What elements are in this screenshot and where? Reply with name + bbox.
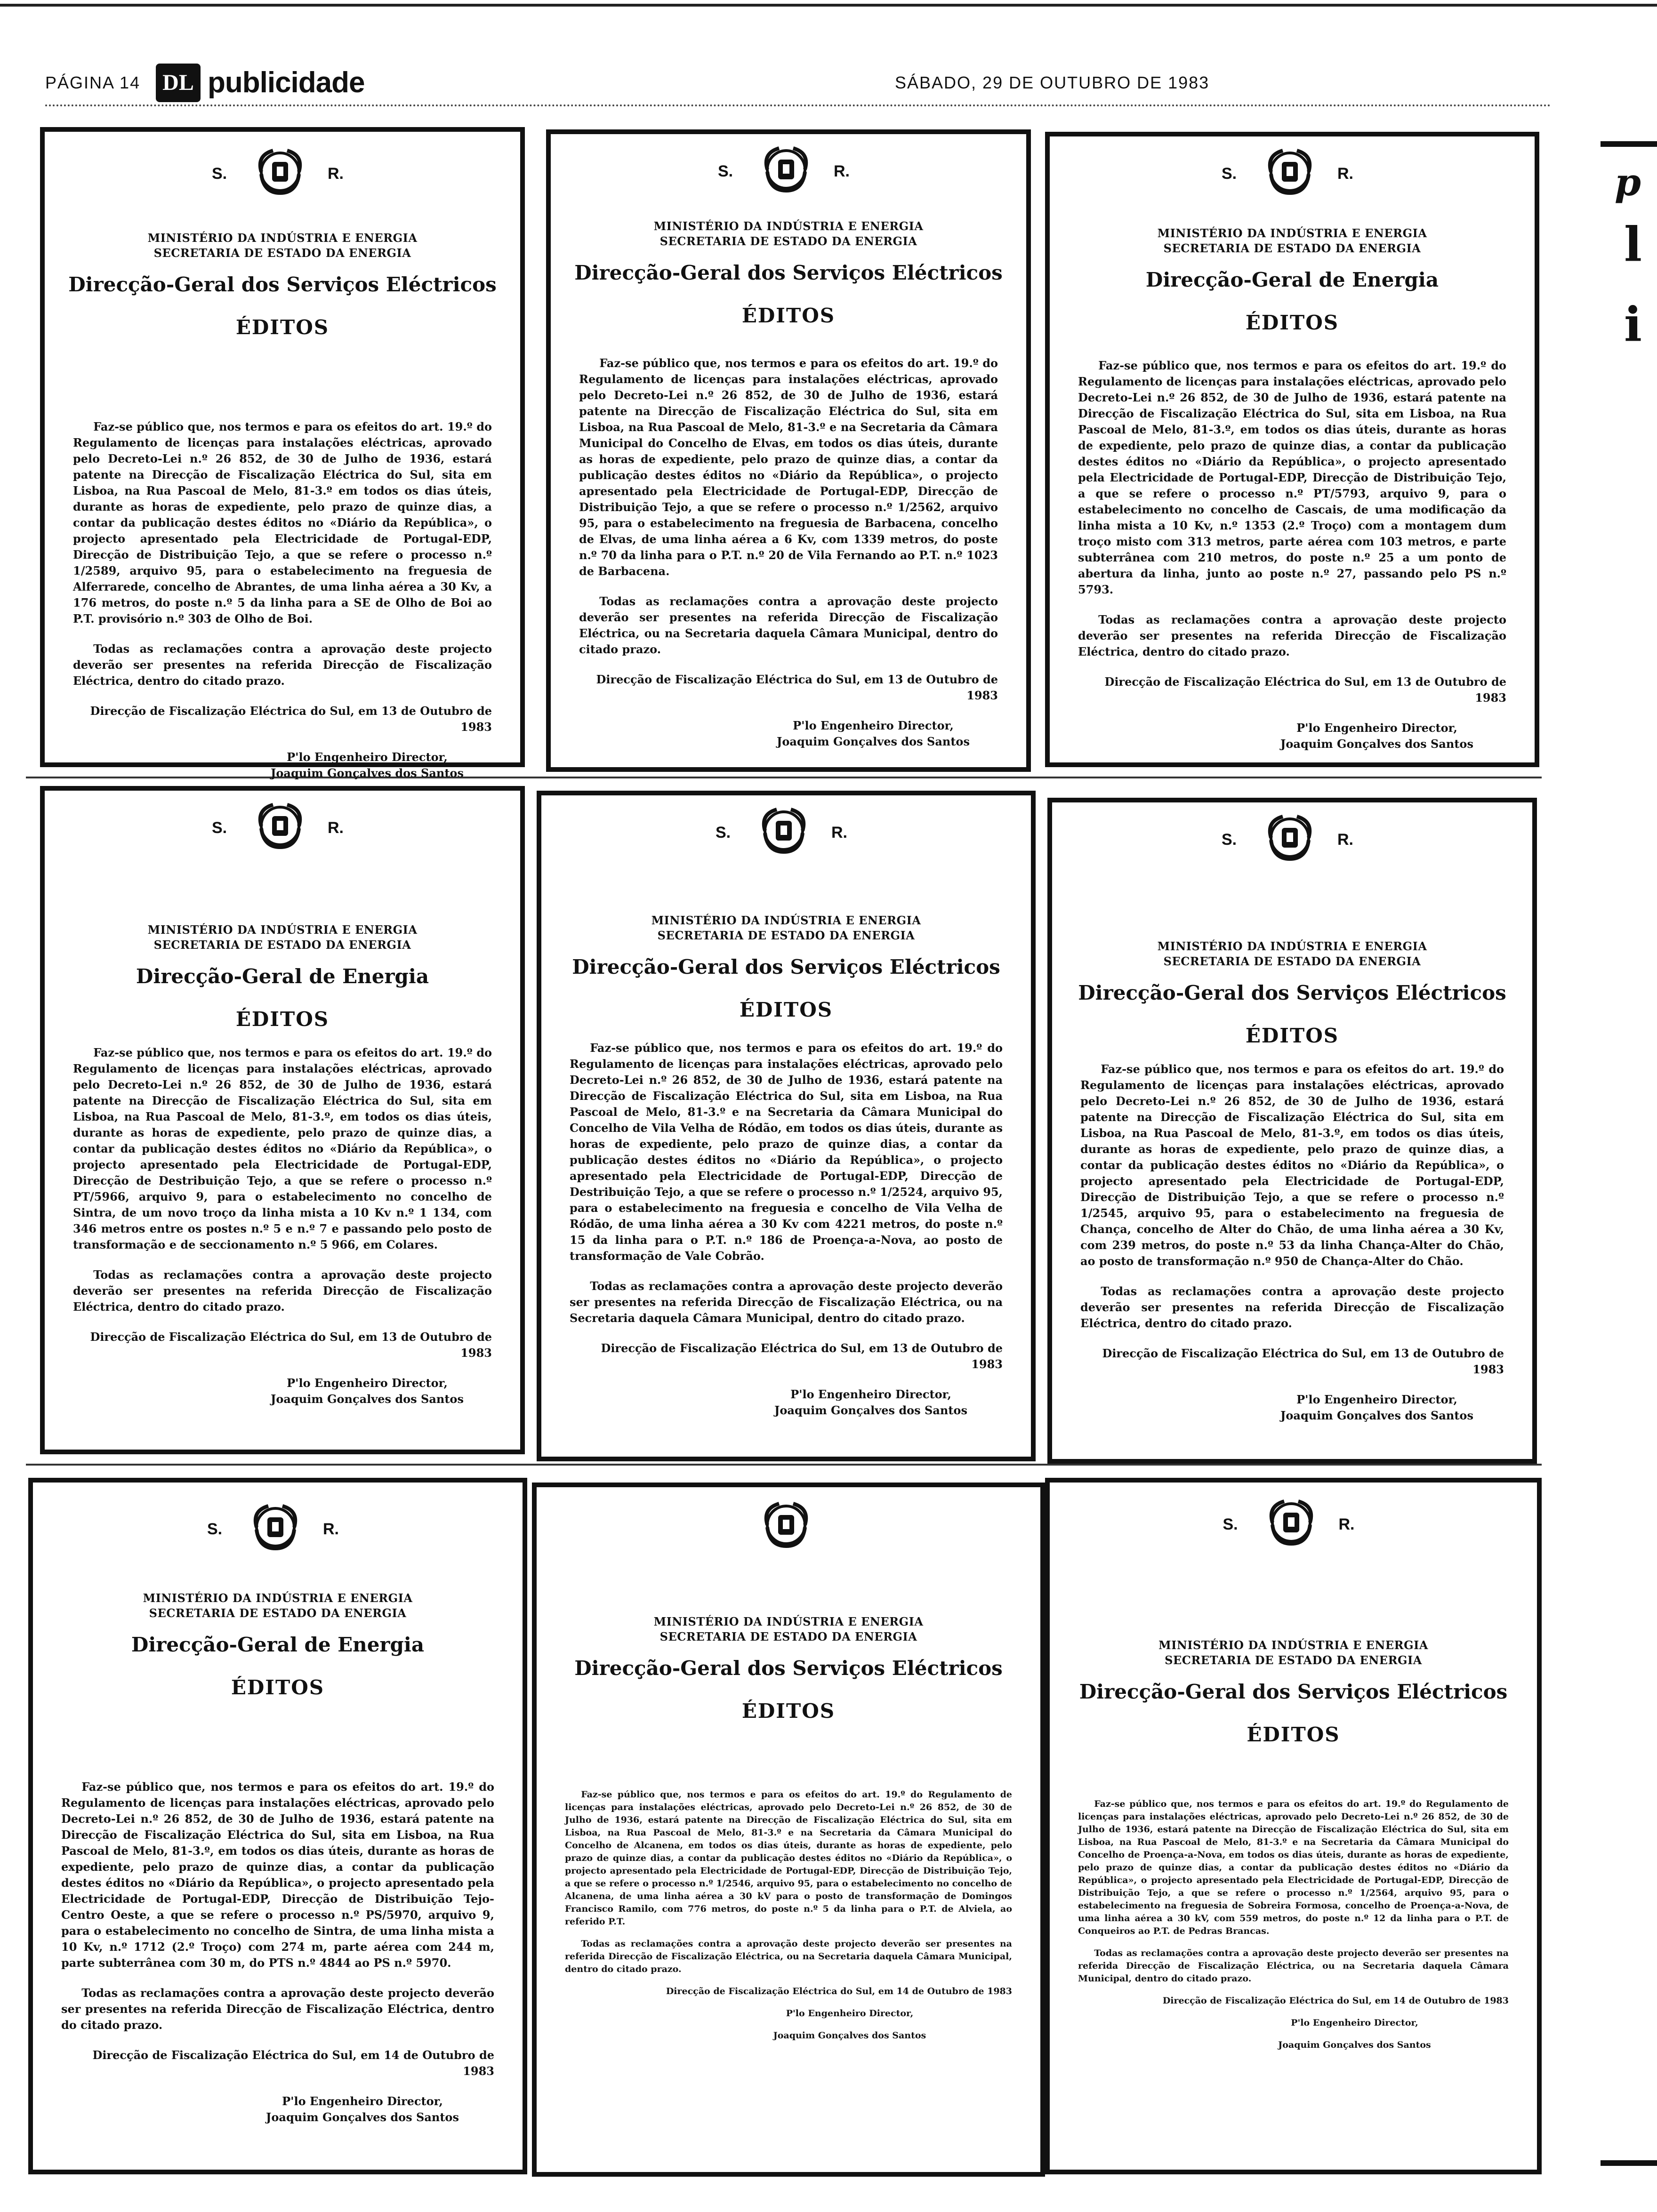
coat-of-arms [212,800,353,857]
signature-name: Joaquim Gonçalves dos Santos [1278,2040,1431,2050]
notice-body [565,1788,1012,2042]
legal-notice [40,786,525,1454]
crest-letter-r: R. [1338,1515,1355,1533]
notice-title: ÉDITOS [741,1699,836,1723]
objections-text: Todas as reclamações contra a aprovação deste projecto deverão ser presentes na referida Direcção de Fiscalização Eléctrica, dentro do citado prazo. [73,1268,492,1314]
notice-body [1078,358,1506,752]
page-header [45,64,1552,106]
crest-letter-s: S. [1223,1515,1238,1533]
notice-heading [1052,939,1532,1047]
notice-text: Faz-se público que, nos termos e para os efeitos do art. 19.º do Regulamento de licenças para instalações eléctricas, aprovado pelo Decreto-Lei n.º 26 852, de 30 de Julho de 1936, estará patente na Direcção de Fiscalização Eléctrica do Sul, sita em Lisboa, na Rua Pascoal de Melo, 81-3.º em todos os dias úteis, durante as horas de expediente, pelo prazo de quinze dias, a contar da publicação destes éditos no «Diário da República», o projecto apresentado pela Electricidade de Portugal-EDP, Direcção de Distribuição Tejo, a que se refere o processo n.º 1/2589, arquivo 95, para o estabelecimento na freguesia de Alferrarede, concelho de Abrantes, de uma linha aérea a 30 Kv, a 176 metros, do poste n.º 5 da linha para a SE de Olho de Boi ao P.T. provisório n.º 303 de Olho de Boi. [73,420,492,625]
notice-heading [33,1591,523,1699]
legal-notice [40,127,525,780]
signature-name: Joaquim Gonçalves dos Santos [773,2030,926,2041]
secretariat-name: SECRETARIA DE ESTADO DA ENERGIA [149,1606,407,1620]
coat-of-arms [1222,146,1363,202]
secretariat-name: SECRETARIA DE ESTADO DA ENERGIA [153,938,411,952]
crest-letter-s: S. [716,824,731,842]
notice-title: ÉDITOS [235,316,330,339]
margin-glyph: l [1624,216,1642,272]
legal-notice [532,1483,1045,2177]
objections-text: Todas as reclamações contra a aprovação deste projecto deverão ser presentes na referida Direcção de Fiscalização Eléctrica, dentro do citado prazo. [61,1986,494,2032]
coat-of-arms [212,146,353,202]
directorate-title: Direcção-Geral de Energia [1145,268,1439,291]
row-divider [26,1464,1542,1466]
legal-notice [1045,132,1539,767]
issue-date: SÁBADO, 29 DE OUTUBRO DE 1983 [895,73,1210,92]
directorate-title: Direcção-Geral dos Serviços Eléctricos [68,273,497,296]
objections-text: Todas as reclamações contra a aprovação deste projecto deverão ser presentes na referida Direcção de Fiscalização Eléctrica, ou na Secretaria daquela Câmara Municipal, dentro do citado prazo. [1078,1948,1509,1984]
header-rule [45,104,1552,106]
notice-body [61,1779,494,2125]
ministry-name: MINISTÉRIO DA INDÚSTRIA E ENERGIA [653,219,924,233]
objections-text: Todas as reclamações contra a aprovação deste projecto deverão ser presentes na referida Direcção de Fiscalização Eléctrica, dentro do citado prazo. [1078,613,1506,658]
crest-letter-s: S. [1222,831,1237,849]
notice-title: ÉDITOS [1245,1024,1339,1047]
notice-body [73,419,492,781]
crest-letter-s: S. [207,1520,223,1538]
secretariat-name: SECRETARIA DE ESTADO DA ENERGIA [1165,1653,1422,1667]
notice-body [73,1045,492,1407]
notice-title: ÉDITOS [741,304,836,327]
notice-text: Faz-se público que, nos termos e para os efeitos do art. 19.º do Regulamento de licenças para instalações eléctricas, aprovado pelo Decreto-Lei n.º 26 852, de 30 de Julho de 1936, estará patente na Direcção de Fiscalização Eléctrica do Sul, sita em Lisboa, na Rua Pascoal de Melo, 81-3.º, em todos os dias úteis, durante as horas de expediente, pelo prazo de quinze dias, a contar da publicação destes éditos no «Diário da República», o projecto apresentado pela Electricidade de Portugal-EDP, Direcção de Distribuição Tejo-Centro Oeste, a que se refere o processo n.º PS/5970, arquivo 9, para o estabelecimento no concelho de Sintra, de uma linha mista a 10 Kv, n.º 1712 (2.º Troço) com 274 m, parte aérea com 244 m, parte subterrânea com 30 m, do PTS n.º 4844 ao PS n.º 5970. [61,1780,494,1970]
objections-text: Todas as reclamações contra a aprovação deste projecto deverão ser presentes na referida Direcção de Fiscalização Eléctrica, dentro do citado prazo. [1080,1284,1504,1330]
notice-dateline: Direcção de Fiscalização Eléctrica do Sul, em 13 de Outubro de 1983 [90,704,492,734]
notice-heading [541,913,1031,1021]
margin-bar [1601,141,1657,147]
coat-of-arms [1223,1497,1364,1553]
legal-notice [1047,798,1537,1464]
notice-heading [551,219,1026,327]
crest-letter-r: R. [831,824,847,842]
notice-heading [45,231,520,339]
notice-heading [1050,1638,1537,1746]
notice-text: Faz-se público que, nos termos e para os efeitos do art. 19.º do Regulamento de licenças para instalações eléctricas, aprovado pelo Decreto-Lei n.º 26 852, de 30 de Julho de 1936, estará patente na Direcção de Fiscalização Eléctrica do Sul, sita em Lisboa, na Rua Pascoal de Melo, 81-3.º e na Secretaria da Câmara Municipal do Concelho de Elvas, em todos os dias úteis, durante as horas de expediente, pelo prazo de quinze dias, a contar da publicação destes éditos no «Diário da República», o projecto apresentado pela Electricidade de Portugal-EDP, Direcção de Distribuição Tejo, a que se refere o processo n.º 1/2562, arquivo 95, para o estabelecimento na freguesia de Barbacena, concelho de Elvas, de uma linha aérea a 6 Kv, com 1339 metros, do poste n.º 70 da linha para o P.T. n.º 20 de Vila Fernando ao P.T. n.º 1023 de Barbacena. [579,356,998,578]
signature-name: Joaquim Gonçalves dos Santos [271,766,464,780]
notice-dateline: Direcção de Fiscalização Eléctrica do Sul, em 14 de Outubro de 1983 [1162,1996,1509,2006]
signature-title: P'lo Engenheiro Director, [1296,721,1457,735]
signature-name: Joaquim Gonçalves dos Santos [777,735,970,748]
notice-heading [1050,226,1535,334]
legal-notice [537,791,1036,1461]
ministry-name: MINISTÉRIO DA INDÚSTRIA E ENERGIA [147,231,418,245]
notice-dateline: Direcção de Fiscalização Eléctrica do Sul, em 13 de Outubro de 1983 [601,1341,1003,1371]
ministry-name: MINISTÉRIO DA INDÚSTRIA E ENERGIA [1158,1638,1428,1652]
coat-of-arms [1222,812,1363,868]
ministry-name: MINISTÉRIO DA INDÚSTRIA E ENERGIA [1157,226,1427,240]
margin-glyph: i [1624,297,1642,352]
notice-title: ÉDITOS [235,1008,330,1031]
secretariat-name: SECRETARIA DE ESTADO DA ENERGIA [660,1630,917,1643]
margin-glyph: p [1615,160,1641,204]
directorate-title: Direcção-Geral dos Serviços Eléctricos [574,261,1003,284]
objections-text: Todas as reclamações contra a aprovação deste projecto deverão ser presentes na referida Direcção de Fiscalização Eléctrica, dentro do citado prazo. [73,642,492,688]
notice-heading [45,922,520,1031]
secretariat-name: SECRETARIA DE ESTADO DA ENERGIA [1163,954,1421,968]
crest-letter-r: R. [1337,831,1353,849]
notice-body [1080,1061,1504,1424]
signature-title: P'lo Engenheiro Director, [793,719,954,732]
notice-text: Faz-se público que, nos termos e para os efeitos do art. 19.º do Regulamento de licenças para instalações eléctricas, aprovado pelo Decreto-Lei n.º 26 852, de 30 de Julho de 1936, estará patente na Direcção de Fiscalização Eléctrica do Sul, sita em Lisboa, na Rua Pascoal de Melo, 81-3.º e na Secretaria da Câmara Municipal do Concelho de Proença-a-Nova, em todos os dias úteis, durante as horas de expediente, pelo prazo de quinze dias, a contar da publicação destes éditos no «Diário da República», o projecto apresentado pela Electricidade de Portugal-EDP, Direcção de Distribuição Tejo, a que se refere o processo n.º 1/2564, arquivo 95, para o estabelecimento na freguesia de Sobreira Formosa, concelho de Proença-a-Nova, de uma linha aérea a 30 kV, com 559 metros, do poste n.º 12 da linha para o P.T. de Conqueiros ao P.T. de Pedras Brancas. [1078,1799,1509,1936]
secretariat-name: SECRETARIA DE ESTADO DA ENERGIA [1163,241,1421,255]
signature-name: Joaquim Gonçalves dos Santos [1280,737,1473,751]
signature-title: P'lo Engenheiro Director, [1291,2018,1418,2028]
margin-bar [1601,2160,1657,2166]
secretariat-name: SECRETARIA DE ESTADO DA ENERGIA [657,929,915,942]
signature-name: Joaquim Gonçalves dos Santos [1280,1409,1473,1422]
legal-notice [1045,1478,1542,2174]
ministry-name: MINISTÉRIO DA INDÚSTRIA E ENERGIA [143,1591,413,1605]
objections-text: Todas as reclamações contra a aprovação deste projecto deverão ser presentes na referida Direcção de Fiscalização Eléctrica, ou na Secretaria daquela Câmara Municipal, dentro do citado prazo. [565,1939,1012,1974]
signature-title: P'lo Engenheiro Director, [287,1376,448,1390]
crest-letter-s: S. [212,819,227,837]
objections-text: Todas as reclamações contra a aprovação deste projecto deverão ser presentes na referida Direcção de Fiscalização Eléctrica, ou na Secretaria daquela Câmara Municipal, dentro do citado prazo. [570,1279,1003,1325]
crest-letter-r: R. [1337,165,1353,183]
directorate-title: Direcção-Geral dos Serviços Eléctricos [572,955,1000,978]
notice-body [579,355,998,750]
objections-text: Todas as reclamações contra a aprovação deste projecto deverão ser presentes na referida Direcção de Fiscalização Eléctrica, ou na Secretaria daquela Câmara Municipal, dentro do citado prazo. [579,594,998,656]
signature-title: P'lo Engenheiro Director, [1296,1393,1457,1406]
section-title: publicidade [208,66,365,99]
signature-title: P'lo Engenheiro Director, [287,750,448,764]
notice-body [1078,1798,1509,2052]
signature-name: Joaquim Gonçalves dos Santos [266,2110,459,2124]
coat-of-arms [718,1499,859,1555]
notice-text: Faz-se público que, nos termos e para os efeitos do art. 19.º do Regulamento de licenças para instalações eléctricas, aprovado pelo Decreto-Lei n.º 26 852, de 30 de Julho de 1936, estará patente na Direcção de Fiscalização Eléctrica do Sul, sita em Lisboa, na Rua Pascoal de Melo, 81-3.º, em todos os dias úteis, durante as horas de expediente, pelo prazo de quinze dias, a contar da publicação destes éditos no «Diário da República», o projecto apresentado pela Electricidade de Portugal-EDP, Direcção de Distribuição Tejo, a que se refere o processo n.º 1/2545, arquivo 95, para o estabelecimento na freguesia de Chança, concelho de Alter do Chão, de uma linha aérea a 30 Kv, com 239 metros, do poste n.º 53 da linha Chança-Alter do Chão, ao posto de transformação n.º 950 de Chança-Alter do Chão. [1080,1062,1504,1268]
secretariat-name: SECRETARIA DE ESTADO DA ENERGIA [153,246,411,260]
notice-title: ÉDITOS [1245,311,1339,334]
coat-of-arms [207,1501,348,1558]
signature-name: Joaquim Gonçalves dos Santos [271,1392,464,1406]
secretariat-name: SECRETARIA DE ESTADO DA ENERGIA [660,234,917,248]
top-border [0,4,1657,7]
crest-letter-r: R. [328,819,344,837]
signature-title: P'lo Engenheiro Director, [790,1387,951,1401]
directorate-title: Direcção-Geral dos Serviços Eléctricos [574,1657,1003,1680]
signature-title: P'lo Engenheiro Director, [786,2008,914,2019]
signature-name: Joaquim Gonçalves dos Santos [774,1403,967,1417]
notice-title: ÉDITOS [231,1676,325,1699]
notice-dateline: Direcção de Fiscalização Eléctrica do Sul, em 13 de Outubro de 1983 [90,1330,492,1360]
directorate-title: Direcção-Geral de Energia [136,965,429,988]
notice-heading [537,1614,1040,1723]
ministry-name: MINISTÉRIO DA INDÚSTRIA E ENERGIA [651,914,921,927]
notice-text: Faz-se público que, nos termos e para os efeitos do art. 19.º do Regulamento de licenças para instalações eléctricas, aprovado pelo Decreto-Lei n.º 26 852, de 30 de Julho de 1936, estará patente na Direcção de Fiscalização Eléctrica do Sul, sita em Lisboa, na Rua Pascoal de Melo, 81-3.º, em todos os dias úteis, durante as horas de expediente, pelo prazo de quinze dias, a contar da publicação destes éditos no «Diário da República», o projecto apresentado pela Electricidade de Portugal-EDP, Direcção de Destribuição Tejo, a que se refere o processo n.º PT/5966, arquivo 9, para o estabelecimento no concelho de Sintra, de um novo troço da linha mista a 10 Kv n.º 1 134, com 346 metros entre os postes n.º 5 e n.º 7 e passando pelo posto de transformação e de seccionamento n.º 5 966, em Colares. [73,1046,492,1251]
ministry-name: MINISTÉRIO DA INDÚSTRIA E ENERGIA [653,1615,924,1628]
crest-letter-r: R. [328,165,344,183]
notice-dateline: Direcção de Fiscalização Eléctrica do Sul, em 14 de Outubro de 1983 [92,2048,494,2078]
directorate-title: Direcção-Geral de Energia [131,1633,425,1656]
crest-letter-s: S. [718,162,733,180]
crest-letter-r: R. [834,162,850,180]
notice-title: ÉDITOS [1247,1723,1340,1746]
notice-dateline: Direcção de Fiscalização Eléctrica do Sul, em 14 de Outubro de 1983 [666,1986,1012,1996]
page-number: PÁGINA 14 [45,73,141,92]
ministry-name: MINISTÉRIO DA INDÚSTRIA E ENERGIA [147,923,418,937]
legal-notice [546,129,1031,772]
notice-dateline: Direcção de Fiscalização Eléctrica do Sul, em 13 de Outubro de 1983 [596,673,998,702]
signature-title: P'lo Engenheiro Director, [282,2094,443,2108]
notice-dateline: Direcção de Fiscalização Eléctrica do Sul, em 13 de Outubro de 1983 [1104,675,1506,705]
notice-title: ÉDITOS [739,998,833,1021]
crest-letter-s: S. [1222,165,1237,183]
newspaper-logo: DL [156,64,201,102]
coat-of-arms [716,805,857,861]
coat-of-arms [718,144,859,200]
notice-text: Faz-se público que, nos termos e para os efeitos do art. 19.º do Regulamento de licenças para instalações eléctricas, aprovado pelo Decreto-Lei n.º 26 852, de 30 de Julho de 1936, estará patente na Direcção de Fiscalização Eléctrica do Sul, sita em Lisboa, na Rua Pascoal de Melo, 81-3.º, em todos os dias úteis, durante as horas de expediente, pelo prazo de quinze dias, a contar da publicação destes éditos no «Diário da República», o projecto apresentado pela Electricidade de Portugal-EDP, Direcção de Distribuição Tejo, a que se refere o processo n.º PT/5793, arquivo 9, para o estabelecimento no concelho de Cascais, de uma modificação da linha mista a 10 Kv, n.º 1353 (2.º Troço) com a montagem dum troço misto com 313 metros, parte aérea com 103 metros, e parte subterrânea com 210 metros, do poste n.º 25 a um ponto de abertura da linha, junto ao poste n.º 27, passando pelo PS n.º 5793. [1078,359,1507,596]
notice-text: Faz-se público que, nos termos e para os efeitos do art. 19.º do Regulamento de licenças para instalações eléctricas, aprovado pelo Decreto-Lei n.º 26 852, de 30 de Julho de 1936, estará patente na Direcção de Fiscalização Eléctrica do Sul, sita em Lisboa, na Rua Pascoal de Melo, 81-3.º e na Secretaria da Câmara Municipal do Concelho de Vila Velha de Ródão, em todos os dias úteis, durante as horas de expediente, pelo prazo de quinze dias, a contar da publicação destes éditos no «Diário da República», o projecto apresentado pela Electricidade de Portugal-EDP, Direcção de Destribuição Tejo, a que se refere o processo n.º 1/2524, arquivo 95, para o estabelecimento na freguesia e concelho de Vila Velha de Ródão, de uma linha aérea a 30 Kv com 4221 metros, do poste n.º 15 da linha para o P.T. n.º 186 de Proença-a-Nova, ao posto de transformação de Vale Cobrão. [570,1041,1003,1263]
directorate-title: Direcção-Geral dos Serviços Eléctricos [1079,1680,1508,1703]
ministry-name: MINISTÉRIO DA INDÚSTRIA E ENERGIA [1157,939,1427,953]
crest-letter-r: R. [323,1520,339,1538]
legal-notice [28,1478,527,2174]
directorate-title: Direcção-Geral dos Serviços Eléctricos [1078,981,1506,1004]
notice-text: Faz-se público que, nos termos e para os efeitos do art. 19.º do Regulamento de licenças para instalações eléctricas, aprovado pelo Decreto-Lei n.º 26 852, de 30 de Julho de 1936, estará patente na Direcção de Fiscalização Eléctrica do Sul, sita em Lisboa, na Rua Pascoal de Melo, 81-3.º e na Secretaria da Câmara Municipal do Concelho de Alcanena, em todos os dias úteis, durante as horas de expediente, pelo prazo de quinze dias, a contar da publicação destes éditos no «Diário da República», o projecto apresentado pela Electricidade de Portugal-EDP, Direcção de Distribuição Tejo, a que se refere o processo n.º 1/2546, arquivo 95, para o estabelecimento no concelho de Alcanena, de uma linha aérea a 30 kV para o posto de transformação de Domingos Francisco Ramilo, com 776 metros, do poste n.º 5 da linha para o P.T. de Alviela, ao referido P.T. [565,1789,1012,1927]
notice-body [570,1040,1003,1419]
notice-dateline: Direcção de Fiscalização Eléctrica do Sul, em 13 de Outubro de 1983 [1102,1346,1504,1376]
crest-letter-s: S. [212,165,227,183]
